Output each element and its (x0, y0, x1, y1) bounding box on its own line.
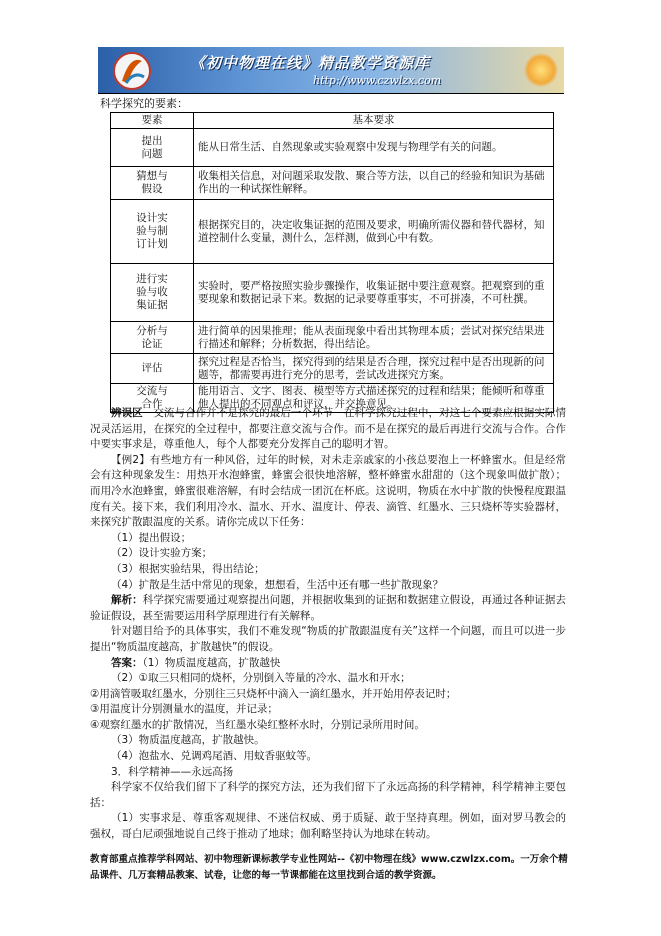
table-row (111, 354, 554, 384)
answer-line: ②用滴管吸取红墨水，分别往三只烧杯中滴入一滴红墨水，并开始用停表记时； (90, 687, 457, 700)
analysis-label: 解析： (111, 594, 143, 607)
table-header-row (111, 113, 554, 129)
answer-line: （1）物质温度越高，扩散越快 (142, 656, 281, 669)
section-intro: 科学探究的要素： (100, 97, 188, 110)
analysis-paragraph (90, 593, 566, 624)
answer-label: 答案： (111, 656, 143, 669)
answer-line: ④观察红墨水的扩散情况，当红墨水染红整杯水时，分别记录所用时间。 (90, 718, 425, 731)
requirement-cell: 能用语言、文字、图表、模型等方式描述探究的过程和结果；能倾听和尊重他人提出的不同观点和评议，并交换意见。 (194, 384, 554, 413)
banner-url[interactable]: http://www.czwlzx.com (313, 74, 442, 87)
element-cell: 提出问题 (111, 129, 194, 167)
task-item: （3）根据实验结果，得出结论； (111, 562, 265, 575)
header-divider (98, 93, 564, 94)
requirement-cell: 探究过程是否恰当，探究得到的结果是否合理，探究过程中是否出现新的问题等，都需要再进行充分的思考，尝试改进探究方案。 (194, 354, 554, 384)
task-item: （1）提出假设； (111, 531, 192, 544)
element-cell: 进行实验与收集证据 (111, 264, 194, 322)
section-heading: 3．科学精神——永远高扬 (111, 765, 234, 778)
example-label: 【例2】 (111, 453, 150, 466)
requirement-cell: 收集相关信息，对问题采取发散、聚合等方法，以自己的经验和知识为基础作出的一种试探性解释。 (194, 167, 554, 200)
element-cell: 设计实验与制订计划 (111, 200, 194, 264)
page-footer: 教育部重点推荐学科网站、初中物理新课标教学专业性网站--《初中物理在线》www.czwlzx.com。一万余个精品课件、几万套精品教案、试卷，让您的每一节课都能在这里找到合适的教学资源。 (90, 854, 568, 881)
answer-paragraph (90, 656, 566, 672)
section-paragraph: （1）实事求是、尊重客观规律、不迷信权威、勇于质疑、敢于坚持真理。例如，面对罗马教会的强权，哥白尼顽强地说自己终于推动了地球；伽利略坚持认为地球在转动。 (90, 812, 566, 841)
analysis-text: 科学探究需要通过观察提出问题，并根据收集到的证据和数据建立假设，再通过各种证据去验证假设，甚至需要运用科学原理进行有关解释。 (90, 594, 566, 622)
requirement-cell: 实验时，要严格按照实验步骤操作，收集证据中要注意观察。把观察到的重要现象和数据记录下来。数据的记录要尊重事实，不可拼凑，不可杜撰。 (194, 264, 554, 322)
element-cell: 交流与合作 (111, 384, 194, 413)
answer-line: ③用温度计分别测量水的温度，并记录； (90, 703, 278, 716)
column-header-element: 要素 (111, 113, 194, 129)
requirement-cell: 进行简单的因果推理；能从表面现象中看出其物理本质；尝试对探究结果进行描述和解释；分析数据，得出结论。 (194, 322, 554, 354)
example-paragraph (90, 453, 566, 531)
table-row (111, 129, 554, 167)
answer-line: （3）物质温度越高，扩散越快。 (111, 734, 265, 747)
site-logo-icon (112, 51, 152, 91)
table-row (111, 264, 554, 322)
misconception-text: 交流与合作并不是探究的最后一个环节 在科学探究过程中，对这七个要素应根据实际情况灵活运用，在探究的全过程中，都要注意交流与合作。而不是在探究的最后再进行交流与合作。合作中要实事求是，尊重他人，每个人都要充分发挥自己的聪明才智。 (90, 407, 567, 451)
table-row (111, 322, 554, 354)
task-item: （4）扩散是生活中常见的现象，想想看，生活中还有哪一些扩散现象？ (111, 578, 444, 591)
header-banner (98, 47, 564, 93)
requirement-cell: 能从日常生活、自然现象或实验观察中发现与物理学有关的问题。 (194, 129, 554, 167)
answer-line: （2）①取三只相同的烧杯，分别倒入等量的冷水、温水和开水； (111, 672, 411, 685)
banner-title: 《初中物理在线》精品教学资源库 (190, 54, 431, 72)
task-item: （2）设计实验方案； (111, 547, 213, 560)
table-row (111, 167, 554, 200)
column-header-requirement: 基本要求 (194, 113, 554, 129)
element-cell: 评估 (111, 354, 194, 384)
table-row (111, 200, 554, 264)
sun-decoration-icon (524, 53, 558, 87)
analysis-paragraph-2: 针对题目给予的具体事实，我们不难发现“物质的扩散跟温度有关”这样一个问题，而且可以进一步提出“物质温度越高，扩散越快”的假设。 (90, 625, 566, 653)
requirements-table (110, 112, 554, 413)
article-body (90, 406, 566, 843)
element-cell: 分析与论证 (111, 322, 194, 354)
section-paragraph: 科学家不仅给我们留下了科学的探究方法，还为我们留下了永远高扬的科学精神，科学精神主要包括： (90, 781, 566, 809)
example-text: 有些地方有一种风俗，过年的时候，对未走亲戚家的小孩总要泡上一杯蜂蜜水。但是经常会有这种现象发生：用热开水泡蜂蜜，蜂蜜会很快地溶解，整杯蜂蜜水甜甜的（这个现象叫做扩散）；而用冷水泡蜂蜜，蜂蜜很难溶解，有时会结成一团沉在杯底。这说明，物质在水中扩散的快慢程度跟温度有关。接下来，我们利用冷水、温水、开水、温度计、停表、滴管、红墨水、三只烧杯等实验器材，来探究扩散跟温度的关系。请你完成以下任务： (90, 453, 567, 529)
misconception-paragraph (90, 406, 566, 453)
requirement-cell: 根据探究目的，决定收集证据的范围及要求，明确所需仪器和替代器材，知道控制什么变量，测什么，怎样测，做到心中有数。 (194, 200, 554, 264)
element-cell: 猜想与假设 (111, 167, 194, 200)
answer-line: （4）泡盐水、兑调鸡尾酒、用蚊香驱蚊等。 (111, 750, 318, 763)
misconception-label: 辨误区 (111, 407, 143, 419)
